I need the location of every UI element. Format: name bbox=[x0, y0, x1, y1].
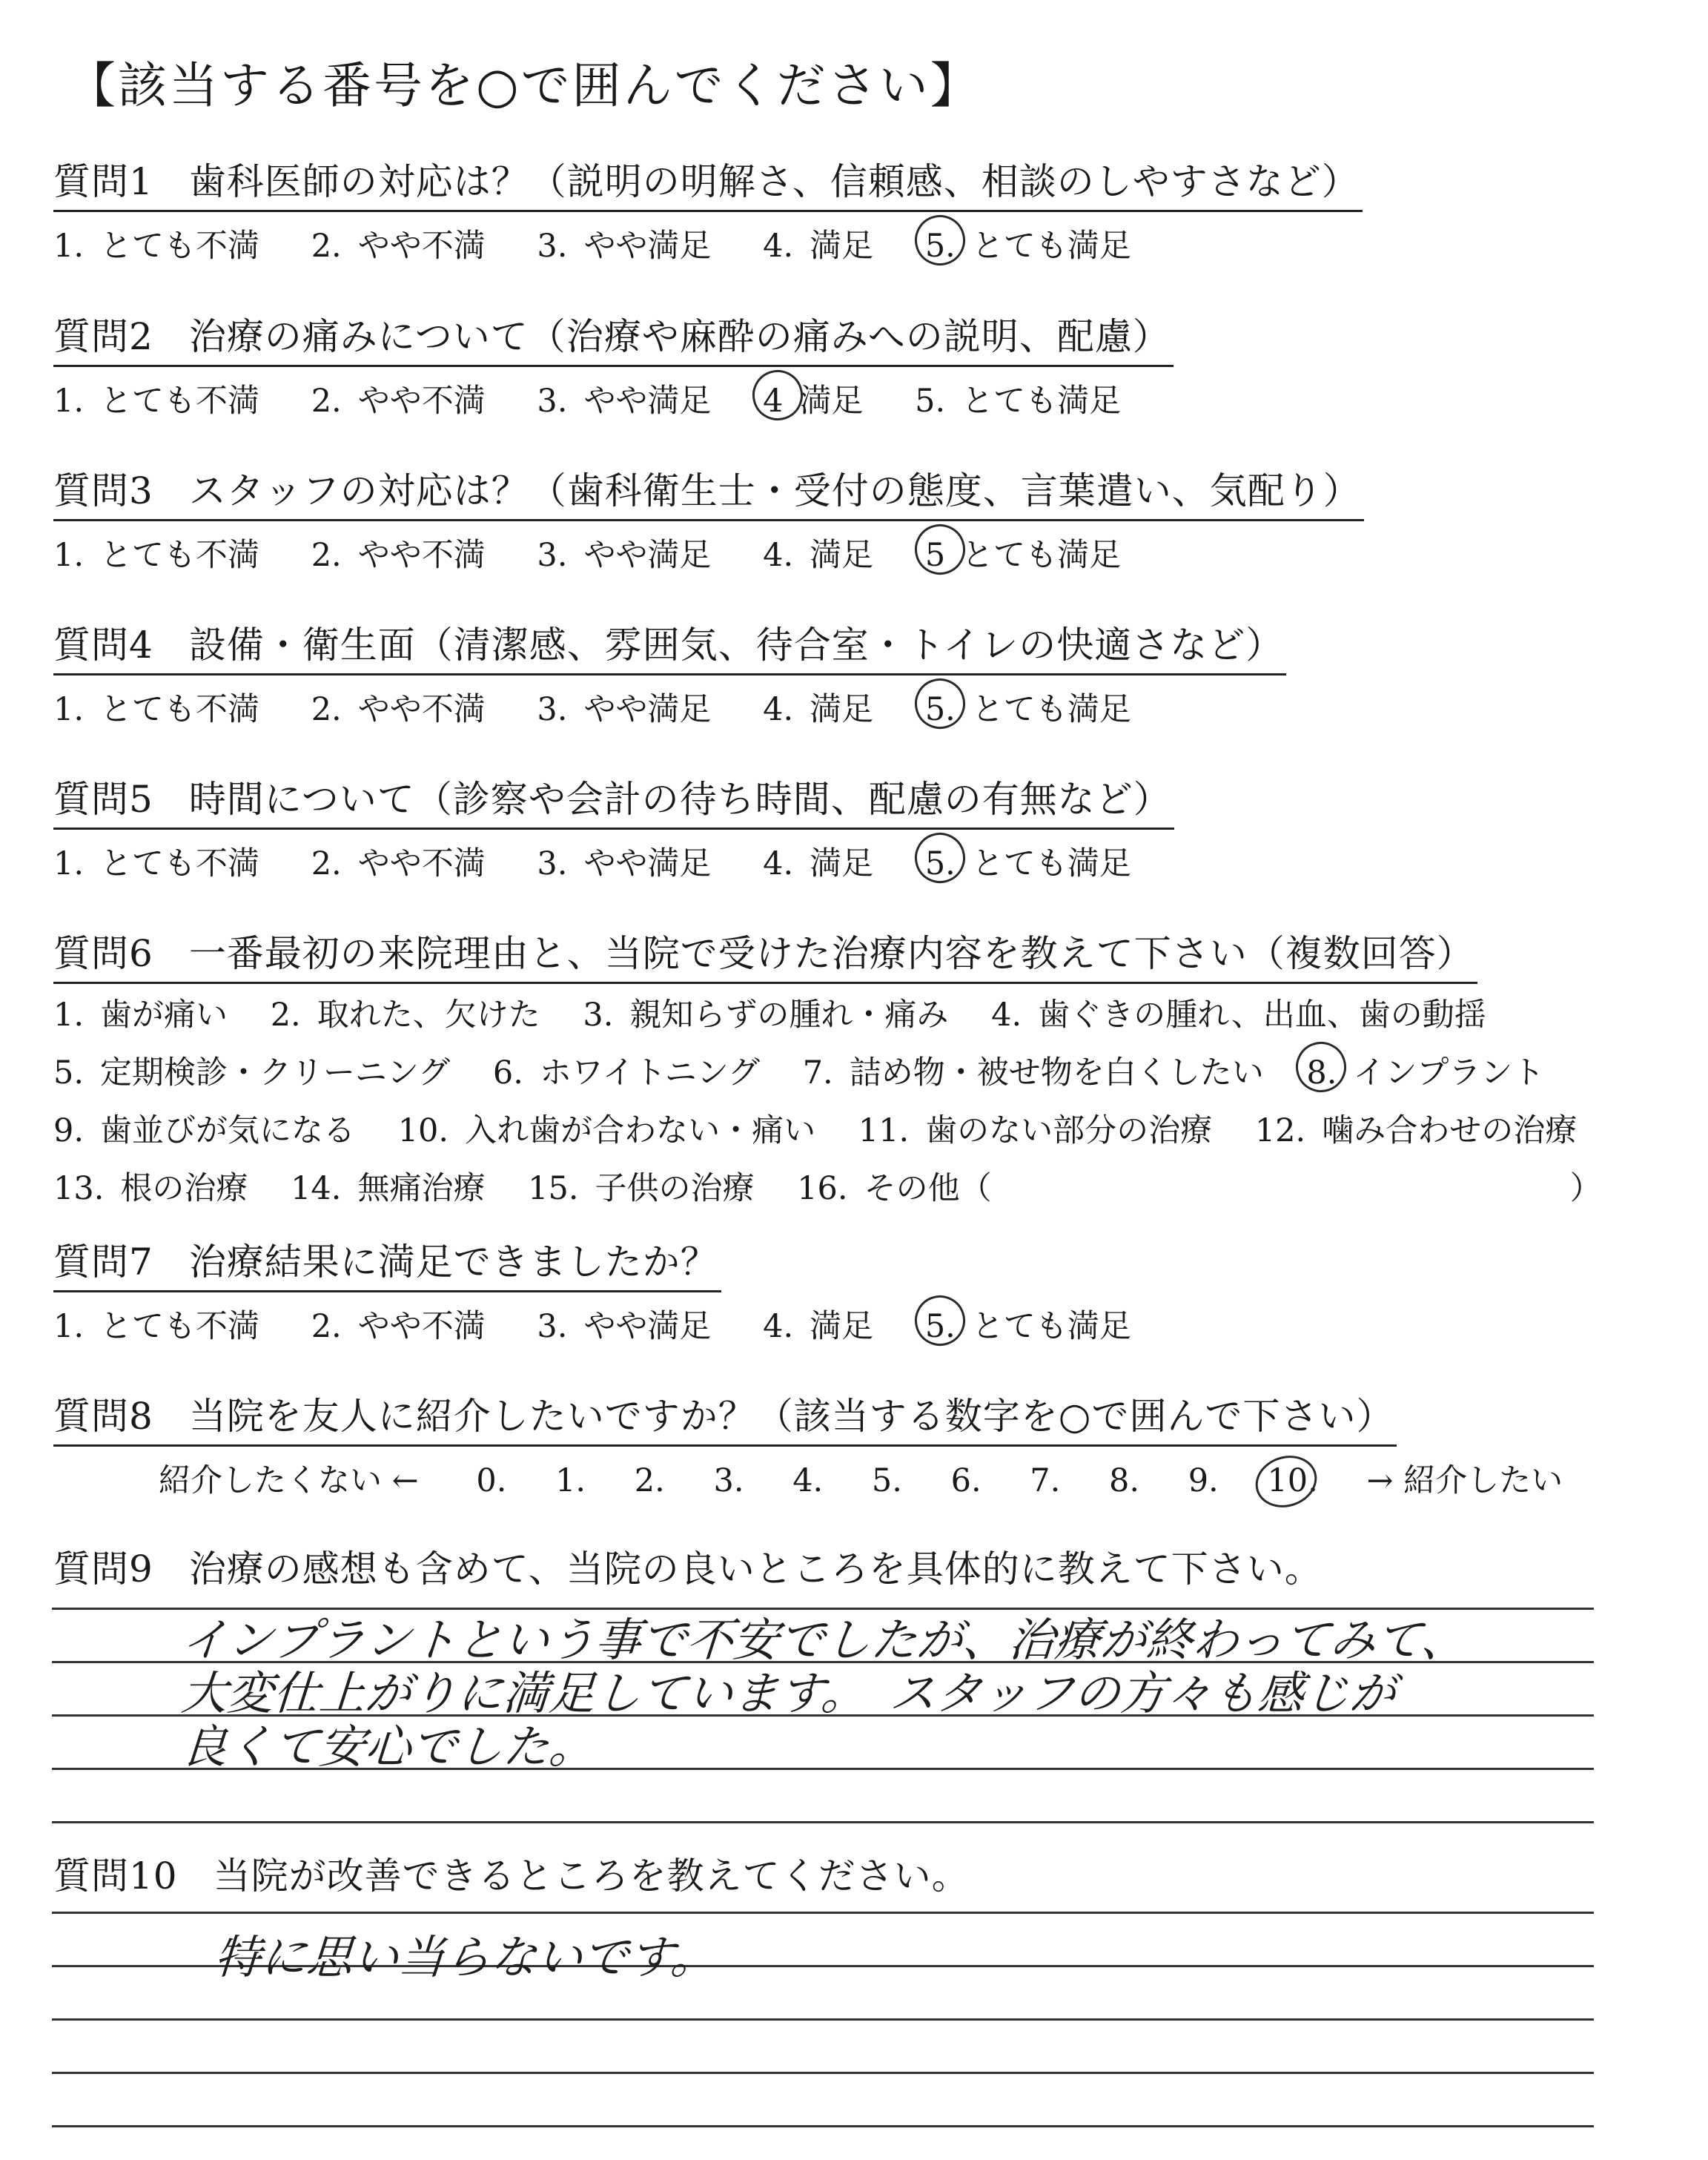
question-text: 当院が改善できるところを教えてください。 bbox=[213, 1855, 970, 1898]
scale-3[interactable]: 3. bbox=[713, 1462, 744, 1499]
option-6[interactable]: 6. ホワイトニング bbox=[492, 1054, 761, 1091]
option-15[interactable]: 15. 子供の治療 bbox=[528, 1170, 755, 1207]
question-1 bbox=[53, 152, 1363, 264]
option-16[interactable]: 16. その他（ ） bbox=[797, 1170, 1602, 1207]
option-3[interactable]: 3. やや満足 bbox=[537, 383, 712, 420]
question-number: 質問5 bbox=[53, 778, 153, 821]
option-4[interactable]: 4. 満足 bbox=[763, 228, 874, 265]
question-7 bbox=[53, 1232, 1131, 1344]
rating-options bbox=[53, 530, 1364, 573]
option-1[interactable]: 1. とても不満 bbox=[53, 537, 260, 574]
question-number: 質問9 bbox=[53, 1548, 153, 1591]
question-10-title bbox=[53, 1846, 973, 1904]
selected-circle-mark bbox=[1290, 1035, 1354, 1099]
scale-2[interactable]: 2. bbox=[634, 1462, 665, 1499]
rating-options bbox=[53, 221, 1363, 264]
option-4[interactable]: 4. 歯ぐきの腫れ、出血、歯の動揺 bbox=[991, 997, 1486, 1034]
option-2[interactable]: 2. 取れた、欠けた bbox=[270, 997, 540, 1034]
option-5[interactable]: 5. とても満足 bbox=[915, 383, 1122, 420]
option-2[interactable]: 2. やや不満 bbox=[311, 845, 486, 882]
option-13[interactable]: 13. 根の治療 bbox=[53, 1170, 248, 1207]
option-11[interactable]: 11. 歯のない部分の治療 bbox=[858, 1112, 1213, 1149]
answer-line bbox=[52, 2125, 1594, 2127]
options-row-3 bbox=[53, 1106, 1635, 1157]
option-5[interactable]: 5. とても満足 bbox=[925, 1301, 1131, 1347]
option-1[interactable]: 1. とても不満 bbox=[53, 691, 260, 728]
options-row-1 bbox=[53, 990, 1635, 1042]
rating-options bbox=[53, 684, 1286, 727]
question-number: 質問4 bbox=[53, 624, 153, 667]
question-2 bbox=[53, 307, 1174, 419]
question-5-title bbox=[53, 770, 1174, 830]
option-4[interactable]: 4. 満足 bbox=[763, 1308, 874, 1345]
answer-line bbox=[52, 1821, 1594, 1823]
option-3[interactable]: 3. やや満足 bbox=[537, 537, 712, 574]
rating-options bbox=[53, 839, 1174, 882]
question-6-title bbox=[53, 924, 1477, 984]
option-3[interactable]: 3. 親知らずの腫れ・痛み bbox=[583, 997, 949, 1034]
option-5[interactable]: 5. とても満足 bbox=[925, 839, 1131, 884]
selected-circle-mark bbox=[1249, 1448, 1324, 1516]
option-3[interactable]: 3. やや満足 bbox=[537, 845, 712, 882]
question-number: 質問8 bbox=[53, 1395, 153, 1438]
option-3[interactable]: 3. やや満足 bbox=[537, 691, 712, 728]
question-text: 治療の痛みについて（治療や麻酔の痛みへの説明、配慮） bbox=[188, 315, 1171, 358]
question-10 bbox=[53, 1846, 973, 1904]
option-1[interactable]: 1. とても不満 bbox=[53, 228, 260, 265]
question-5 bbox=[53, 770, 1174, 882]
question-7-title bbox=[53, 1232, 721, 1292]
option-3[interactable]: 3. やや満足 bbox=[537, 1308, 712, 1345]
options-row-4 bbox=[53, 1163, 1635, 1215]
handwritten-answer-line: 特に思い当らないです。 bbox=[213, 1930, 719, 1984]
question-text: 設備・衛生面（清潔感、雰囲気、待合室・トイレの快適さなど） bbox=[188, 624, 1284, 667]
option-2[interactable]: 2. やや不満 bbox=[311, 537, 486, 574]
rating-options bbox=[53, 376, 1174, 419]
scale-6[interactable]: 6. bbox=[950, 1462, 982, 1499]
rating-options bbox=[53, 1301, 1131, 1344]
answer-line bbox=[52, 1912, 1594, 1914]
option-8[interactable]: 8. インプラント bbox=[1306, 1048, 1544, 1093]
question-text: 時間について（診察や会計の待ち時間、配慮の有無など） bbox=[188, 778, 1171, 821]
question-3-title bbox=[53, 461, 1364, 521]
question-text: 当院を友人に紹介したいですか？（該当する数字を○で囲んで下さい） bbox=[188, 1395, 1394, 1438]
scale-5[interactable]: 5. bbox=[871, 1462, 902, 1499]
option-4[interactable]: 4. 満足 bbox=[763, 845, 874, 882]
option-5[interactable]: 5. とても満足 bbox=[925, 684, 1131, 730]
handwritten-answer-line: インプラントという事で不安でしたが、治療が終わってみて、 bbox=[179, 1613, 1469, 1667]
option-5[interactable]: 5. とても満足 bbox=[925, 221, 1131, 266]
option-4[interactable]: 4 満足 bbox=[763, 376, 863, 421]
question-number: 質問1 bbox=[53, 160, 153, 203]
question-8-title bbox=[53, 1387, 1397, 1447]
question-text: 一番最初の来院理由と、当院で受けた治療内容を教えて下さい（複数回答） bbox=[188, 932, 1474, 975]
question-4 bbox=[53, 615, 1286, 727]
answer-line bbox=[52, 2018, 1594, 2021]
option-9[interactable]: 9. 歯並びが気になる bbox=[53, 1112, 356, 1149]
question-2-title bbox=[53, 307, 1174, 367]
option-2[interactable]: 2. やや不満 bbox=[311, 228, 486, 265]
handwritten-answer-line: 良くて安心でした。 bbox=[179, 1720, 598, 1774]
option-4[interactable]: 4. 満足 bbox=[763, 691, 874, 728]
scale-9[interactable]: 9. bbox=[1188, 1462, 1219, 1499]
recommend-scale bbox=[159, 1456, 1601, 1501]
question-text: 治療結果に満足できましたか？ bbox=[188, 1241, 718, 1284]
question-6 bbox=[53, 924, 1635, 1215]
scale-4[interactable]: 4. bbox=[792, 1462, 824, 1499]
selected-circle-mark bbox=[908, 1289, 972, 1353]
question-number: 質問10 bbox=[53, 1855, 178, 1898]
option-3[interactable]: 3. やや満足 bbox=[537, 228, 712, 265]
question-text: 治療の感想も含めて、当院の良いところを具体的に教えて下さい。 bbox=[188, 1548, 1323, 1591]
option-14[interactable]: 14. 無痛治療 bbox=[291, 1170, 486, 1207]
option-1[interactable]: 1. 歯が痛い bbox=[53, 997, 228, 1034]
question-number: 質問7 bbox=[53, 1241, 153, 1284]
option-12[interactable]: 12. 噛み合わせの治療 bbox=[1254, 1112, 1578, 1149]
scale-7[interactable]: 7. bbox=[1030, 1462, 1061, 1499]
scale-1[interactable]: 1. bbox=[555, 1462, 586, 1499]
question-text: スタッフの対応は？（歯科衛生士・受付の態度、言葉遣い、気配り） bbox=[188, 469, 1361, 512]
question-1-title bbox=[53, 152, 1363, 212]
option-4[interactable]: 4. 満足 bbox=[763, 537, 874, 574]
scale-8[interactable]: 8. bbox=[1109, 1462, 1140, 1499]
scale-right-label: → 紹介したい bbox=[1366, 1462, 1563, 1499]
question-number: 質問2 bbox=[53, 315, 153, 358]
option-2[interactable]: 2. やや不満 bbox=[311, 1308, 486, 1345]
instruction-header: 【該当する番号を○で囲んでください】 bbox=[67, 57, 982, 114]
options-row-2 bbox=[53, 1048, 1635, 1100]
option-7[interactable]: 7. 詰め物・被せ物を白くしたい bbox=[802, 1054, 1264, 1091]
question-3 bbox=[53, 461, 1364, 573]
question-9 bbox=[53, 1539, 1325, 1597]
question-8 bbox=[53, 1387, 1601, 1501]
question-text: 歯科医師の対応は？（説明の明解さ、信頼感、相談のしやすさなど） bbox=[188, 160, 1360, 203]
option-2[interactable]: 2. やや不満 bbox=[311, 691, 486, 728]
scale-left-label: 紹介したくない ← bbox=[159, 1462, 419, 1499]
option-10[interactable]: 10. 入れ歯が合わない・痛い bbox=[397, 1112, 816, 1149]
selected-circle-mark bbox=[908, 672, 972, 736]
answer-line bbox=[52, 2072, 1594, 2074]
option-1[interactable]: 1. とても不満 bbox=[53, 1308, 260, 1345]
option-2[interactable]: 2. やや不満 bbox=[311, 383, 486, 420]
scale-0[interactable]: 0. bbox=[476, 1462, 507, 1499]
question-number: 質問3 bbox=[53, 469, 153, 512]
handwritten-answer-line: 大変仕上がりに満足しています。 スタッフの方々も感じが bbox=[179, 1666, 1398, 1720]
option-1[interactable]: 1. とても不満 bbox=[53, 383, 260, 420]
selected-circle-mark bbox=[908, 208, 972, 272]
scale-10[interactable]: 10. bbox=[1267, 1462, 1317, 1499]
option-5[interactable]: 5 とても満足 bbox=[925, 530, 1121, 575]
question-number: 質問6 bbox=[53, 932, 153, 975]
question-9-title bbox=[53, 1539, 1325, 1597]
option-1[interactable]: 1. とても不満 bbox=[53, 845, 260, 882]
selected-circle-mark bbox=[908, 826, 972, 890]
question-4-title bbox=[53, 615, 1286, 676]
option-5[interactable]: 5. 定期検診・クリーニング bbox=[53, 1054, 451, 1091]
